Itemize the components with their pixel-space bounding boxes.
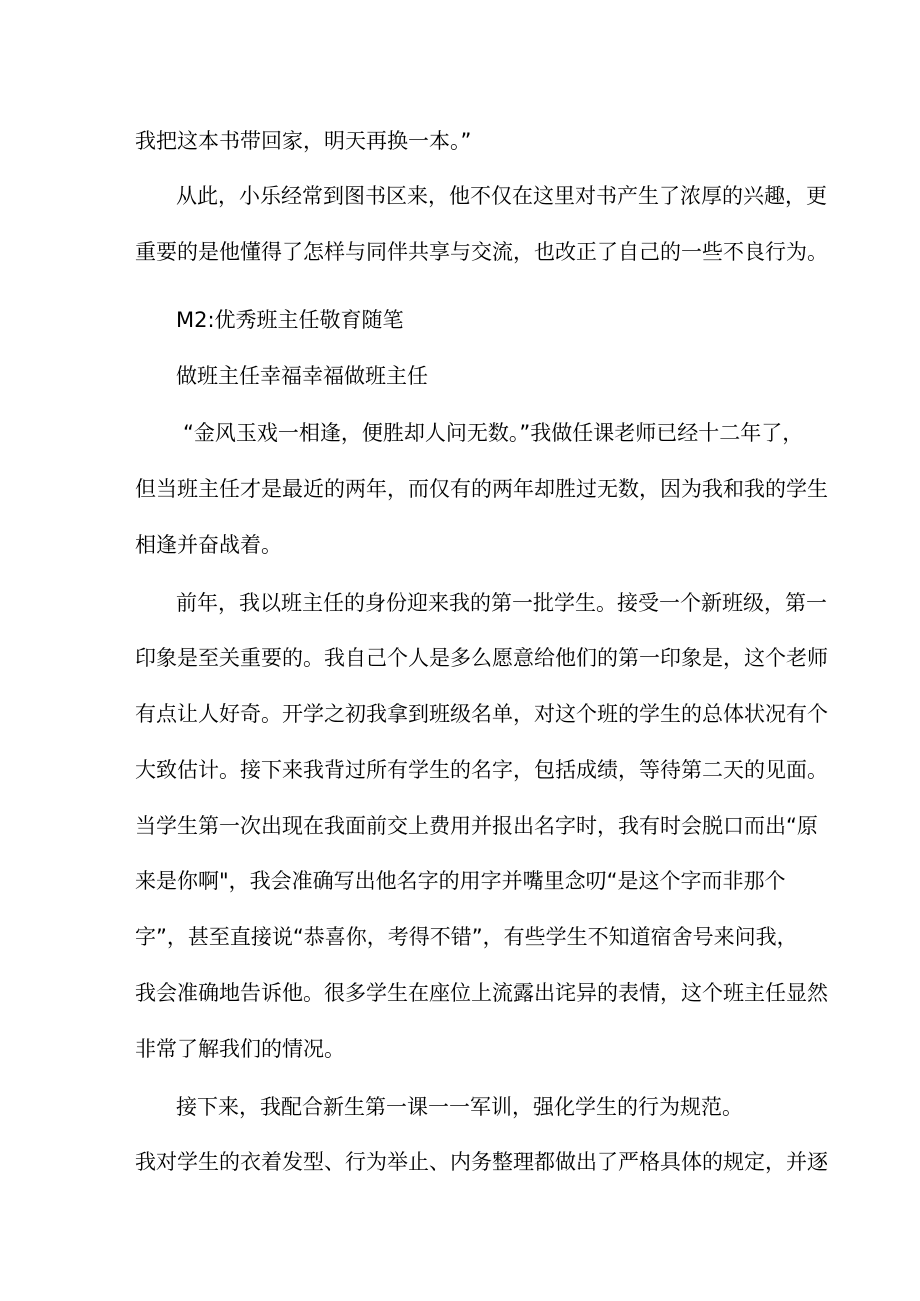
paragraph-line-18: 接下来，我配合新生第一课一一军训，强化学生的行为规范。 — [176, 1095, 743, 1119]
paragraph-line-12: 大致估计。接下来我背过所有学生的名字，包括成绩，等待第二天的见面。 — [135, 758, 828, 782]
paragraph-line-9: 前年，我以班主任的身份迎来我的第一批学生。接受一个新班级，第一 — [176, 591, 827, 615]
article-title: 做班主任幸福幸福做班主任 — [176, 364, 428, 388]
paragraph-line-16: 我会准确地告诉他。很多学生在座位上流露出诧异的表情，这个班主任显然 — [135, 981, 828, 1005]
paragraph-line-19: 我对学生的衣着发型、行为举止、内务整理都做出了严格具体的规定，并逐 — [135, 1150, 828, 1174]
paragraph-line-3: 重要的是他懂得了怎样与同伴共享与交流，也改正了自己的一些不良行为。 — [135, 240, 828, 264]
paragraph-line-17: 非常了解我们的情况。 — [135, 1037, 345, 1061]
paragraph-line-14: 来是你啊"，我会准确写出他名字的用字并嘴里念叨“是这个字而非那个 — [135, 869, 786, 893]
paragraph-line-8: 相逢并奋战着。 — [135, 533, 282, 557]
paragraph-line-2: 从此，小乐经常到图书区来，他不仅在这里对书产生了浓厚的兴趣，更 — [176, 184, 827, 208]
section-heading: M2:优秀班主任敬育随笔 — [176, 308, 404, 332]
paragraph-line-6: “金风玉戏一相逢，便胜却人问无数。”我做任课老师已经十二年了， — [183, 421, 804, 445]
paragraph-line-7: 但当班主任才是最近的两年，而仅有的两年却胜过无数，因为我和我的学生 — [135, 477, 828, 501]
paragraph-line-13: 当学生第一次出现在我面前交上费用并报出名字时，我有时会脱口而出“原 — [135, 814, 818, 838]
text-line-1: 我把这本书带回家，明天再换一本。” — [135, 129, 472, 153]
paragraph-line-11: 有点让人好奇。开学之初我拿到班级名单，对这个班的学生的总体状况有个 — [135, 702, 828, 726]
paragraph-line-15: 字”，甚至直接说“恭喜你，考得不错”，有些学生不知道宿舍号来问我， — [135, 925, 798, 949]
paragraph-line-10: 印象是至关重要的。我自己个人是多么愿意给他们的第一印象是，这个老师 — [135, 646, 828, 670]
